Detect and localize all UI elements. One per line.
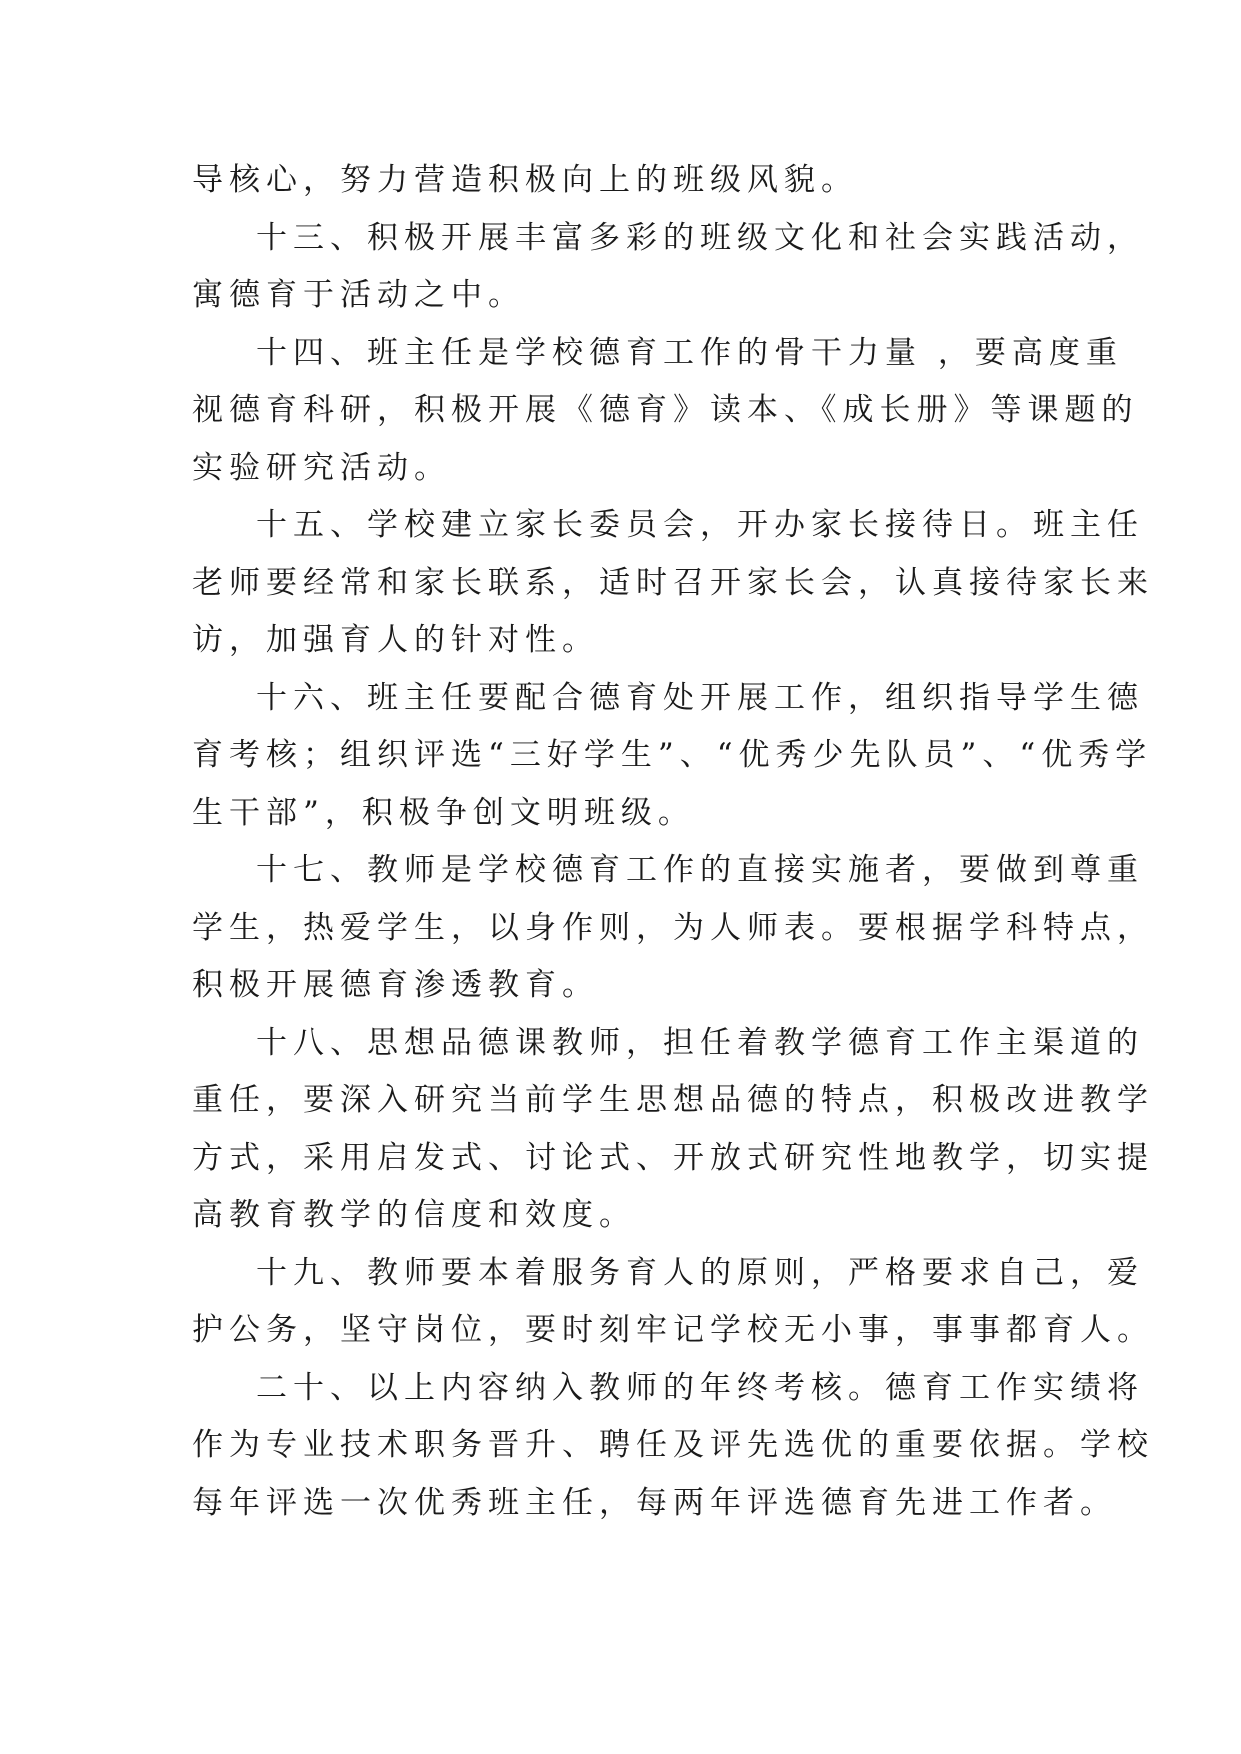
text-line: 十三、积极开展丰富多彩的班级文化和社会实践活动， (256, 219, 1144, 256)
text-line: 老师要经常和家长联系，适时召开家长会，认真接待家长来 (192, 564, 1154, 601)
text-line: 实验研究活动。 (192, 449, 451, 486)
text-line: 视德育科研，积极开展《德育》读本、《成长册》等课题的 (192, 392, 1139, 428)
text-line: 护公务，坚守岗位，要时刻牢记学校无小事，事事都育人。 (192, 1312, 1154, 1348)
text-line: 生干部”，积极争创文明班级。 (192, 794, 695, 831)
text-line: 十五、学校建立家长委员会，开办家长接待日。班主任 (256, 507, 1144, 543)
text-line: 十九、教师要本着服务育人的原则，严格要求自己，爱 (256, 1254, 1144, 1291)
text-line: 寓德育于活动之中。 (192, 277, 525, 313)
text-line: 学生，热爱学生，以身作则，为人师表。要根据学科特点， (192, 909, 1154, 946)
text-line: 访，加强育人的针对性。 (192, 622, 599, 658)
text-line: 十六、班主任要配合德育处开展工作，组织指导学生德 (256, 679, 1144, 716)
text-line: 积极开展德育渗透教育。 (192, 967, 599, 1003)
text-line: 育考核；组织评选“三好学生”、“优秀少先队员”、“优秀学 (192, 737, 1153, 773)
text-line: 十七、教师是学校德育工作的直接实施者，要做到尊重 (256, 852, 1144, 888)
text-line: 重任，要深入研究当前学生思想品德的特点，积极改进教学 (192, 1082, 1154, 1118)
text-line: 高教育教学的信度和效度。 (192, 1197, 636, 1233)
text-line: 每年评选一次优秀班主任，每两年评选德育先进工作者。 (192, 1484, 1117, 1521)
text-line: 二十、以上内容纳入教师的年终考核。德育工作实绩将 (256, 1369, 1144, 1406)
text-line: 方式，采用启发式、讨论式、开放式研究性地教学，切实提 (192, 1139, 1154, 1176)
text-line: 导核心，努力营造积极向上的班级风貌。 (192, 162, 858, 198)
document-body (192, 152, 1154, 1532)
text-line: 十八、思想品德课教师，担任着教学德育工作主渠道的 (256, 1024, 1144, 1061)
text-line: 作为专业技术职务晋升、聘任及评先选优的重要依据。学校 (192, 1427, 1154, 1463)
text-line: 十四、班主任是学校德育工作的骨干力量 ，要高度重 (256, 334, 1123, 371)
